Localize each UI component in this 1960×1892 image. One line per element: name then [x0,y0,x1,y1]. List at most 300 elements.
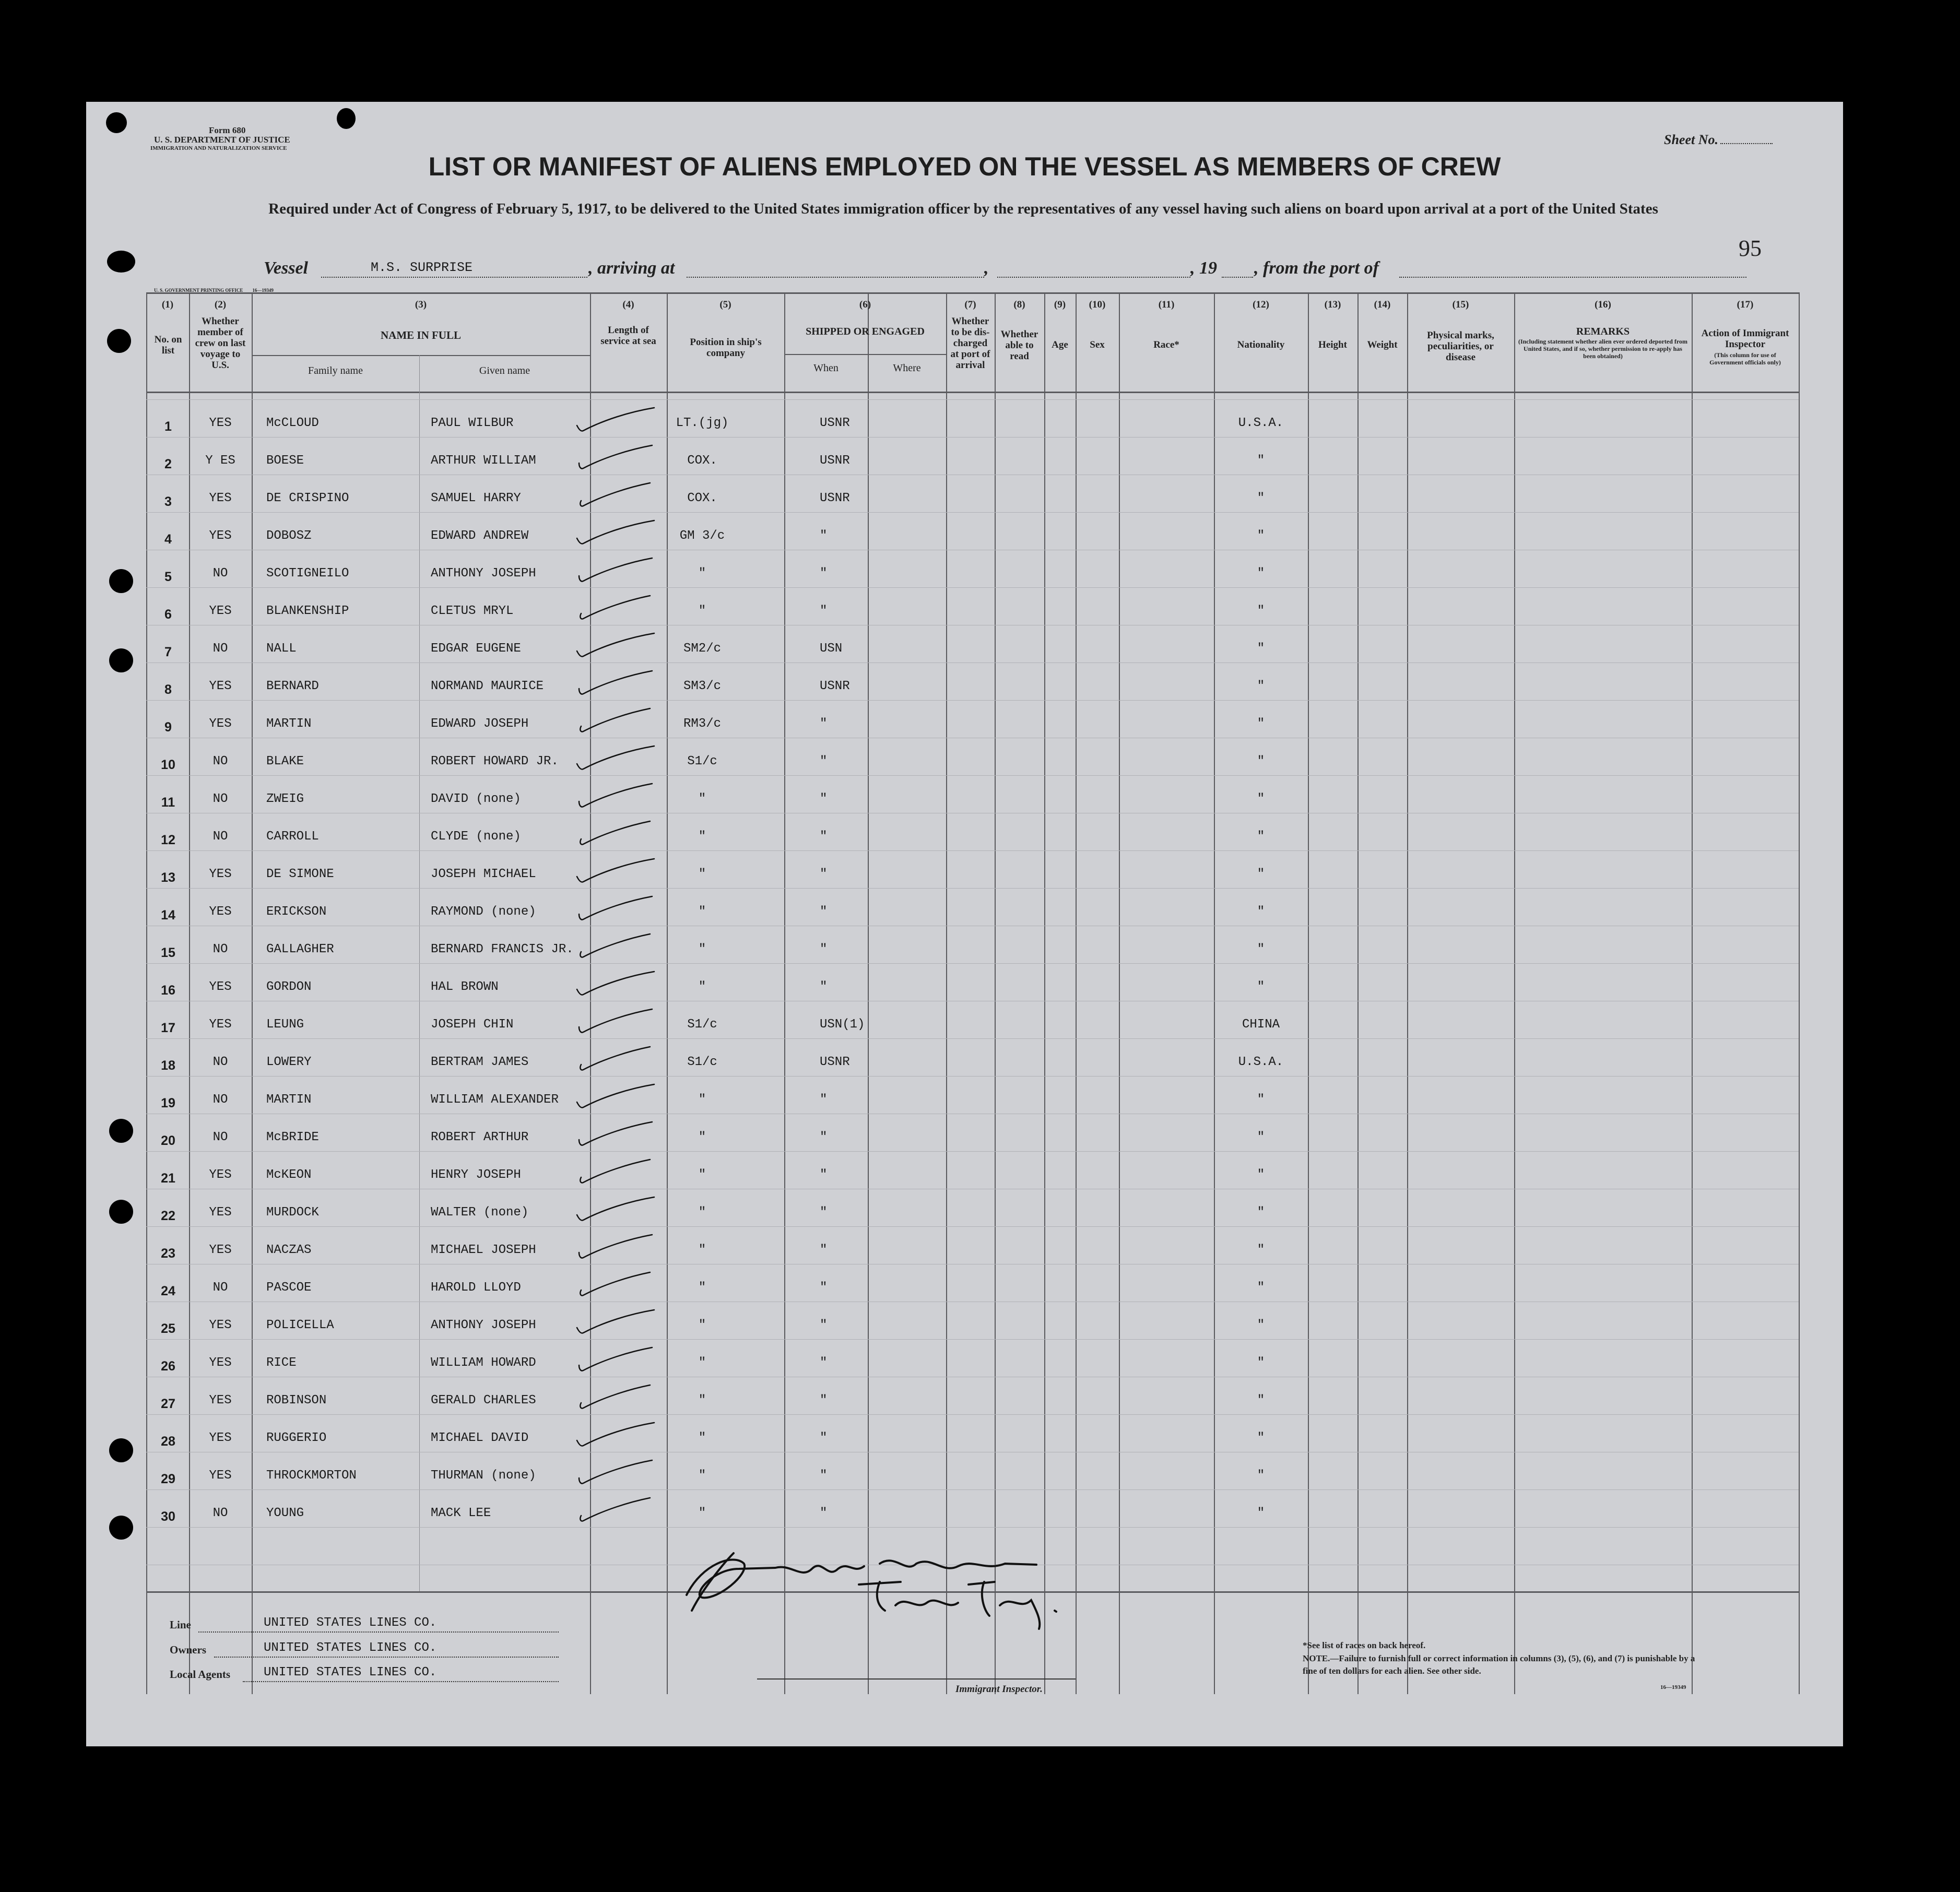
check-mark-icon [566,630,660,667]
failure-note: NOTE.—Failure to furnish full or correct information in columns (3), (5), (6), and (7) is punishable by a fine of ten dollars for each alien. See other side. [1303,1653,1695,1676]
check-mark-icon [566,1081,660,1118]
row-number-cell: 27 [161,1397,175,1411]
branch-cell: USN(1) [820,1018,865,1032]
given-name-cell: BERTRAM JAMES [431,1055,529,1069]
sheet-number-label: Sheet No. [1664,132,1718,147]
family-name-cell: BLANKENSHIP [266,604,349,618]
position-cell: COX. [687,454,717,468]
row-number-cell: 3 [164,494,172,509]
owners-label: Owners [170,1643,206,1656]
col-rule [1407,292,1408,1694]
sheet-number [1664,132,1773,148]
given-name-cell: MICHAEL DAVID [431,1431,529,1445]
given-name-cell: EDWARD JOSEPH [431,717,529,731]
family-name-cell: NALL [266,642,297,656]
given-name-cell: PAUL WILBUR [431,416,514,430]
family-name-cell: McBRIDE [266,1130,319,1144]
form-number: Form 680 [209,125,246,135]
table-header-rule [146,392,1799,393]
check-mark-icon [566,1119,660,1155]
row-number-cell: 30 [161,1509,175,1524]
nationality-cell: " [1257,679,1265,693]
row-number-cell: 7 [164,645,172,659]
ledger-rule [146,888,1799,889]
colhdr-race: Race* [1153,339,1179,350]
row-number-cell: 22 [161,1209,175,1223]
col-rule [1076,292,1077,1694]
branch-cell: " [820,905,828,919]
colhdr-length-of-service: Length of service at sea [600,325,656,347]
position-cell: " [698,1130,706,1144]
check-mark-icon [566,705,660,742]
check-mark-icon [566,1232,660,1268]
nationality-cell: " [1257,754,1265,768]
row-number-cell: 9 [164,720,172,735]
ledger-rule [146,1414,1799,1415]
given-name-cell: SAMUEL HARRY [431,491,521,505]
col-rule [1308,292,1309,1694]
position-cell: " [698,566,706,581]
family-name-cell: YOUNG [266,1506,304,1520]
given-name-cell: THURMAN (none) [431,1469,536,1483]
check-mark-icon [566,743,660,779]
previous-voyage-cell: YES [209,905,232,919]
colnum-6: (6) [859,299,871,310]
position-cell: " [698,1431,706,1445]
ledger-rule [146,1076,1799,1077]
branch-cell: " [820,1506,828,1520]
line-value: UNITED STATES LINES CO. [264,1616,437,1630]
branch-cell: " [820,1130,828,1144]
punch-hole [106,112,127,133]
family-name-cell: SCOTIGNEILO [266,566,349,581]
previous-voyage-cell: NO [212,1506,228,1520]
service-name: IMMIGRATION AND NATURALIZATION SERVICE [150,145,287,151]
family-name-cell: DE CRISPINO [266,491,349,505]
previous-voyage-cell: NO [212,830,228,844]
colnum-4: (4) [622,299,634,310]
from-port-label: , from the port of [1254,258,1379,278]
nationality-cell: CHINA [1242,1018,1280,1032]
colnum-8: (8) [1013,299,1025,310]
branch-cell: " [820,1281,828,1295]
agents-label: Local Agents [170,1668,231,1681]
branch-cell: USNR [820,679,850,693]
branch-cell: " [820,1393,828,1408]
punch-hole [109,1200,133,1224]
check-mark-icon [566,593,660,629]
col-rule [1357,292,1359,1694]
position-cell: " [698,980,706,994]
branch-cell: " [820,792,828,806]
check-mark-icon [566,555,660,592]
nationality-cell: " [1257,792,1265,806]
col-rule [1799,292,1800,1694]
previous-voyage-cell: YES [209,1168,232,1182]
nationality-cell: U.S.A. [1238,1055,1284,1069]
previous-voyage-cell: NO [212,1130,228,1144]
check-mark-icon [566,1044,660,1080]
position-cell: " [698,1093,706,1107]
nationality-cell: " [1257,942,1265,956]
footer-code: 16—19349 [1660,1684,1686,1690]
given-name-cell: ROBERT ARTHUR [431,1130,529,1144]
position-cell: COX. [687,491,717,505]
nationality-cell: " [1257,529,1265,543]
nationality-cell: " [1257,867,1265,881]
nationality-cell: " [1257,491,1265,505]
row-number-cell: 6 [164,607,172,622]
ledger-rule [146,1527,1799,1528]
line-field-line [198,1631,559,1633]
previous-voyage-cell: YES [209,980,232,994]
row-number-cell: 20 [161,1133,175,1148]
family-name-cell: BOESE [266,454,304,468]
colhdr-when: When [813,362,839,374]
previous-voyage-cell: YES [209,1393,232,1408]
position-cell: " [698,1356,706,1370]
colnum-5: (5) [719,299,731,310]
colhdr-no-on-list: No. on list [154,334,182,356]
vessel-value: M.S. SURPRISE [371,260,473,275]
agents-field-line [243,1681,559,1682]
position-cell: SM3/c [683,679,721,693]
col-rule [1119,292,1120,1694]
ledger-rule [146,399,1799,400]
nationality-cell: " [1257,717,1265,731]
position-cell: " [698,1318,706,1332]
branch-cell: " [820,529,828,543]
given-name-cell: JOSEPH CHIN [431,1018,514,1032]
check-mark-icon [566,480,660,516]
previous-voyage-cell: NO [212,792,228,806]
colnum-14: (14) [1374,299,1391,310]
colhdr-given-name: Given name [479,365,530,376]
check-mark-icon [566,1495,660,1531]
position-cell: SM2/c [683,642,721,656]
ledger-rule [146,512,1799,513]
given-name-cell: CLYDE (none) [431,830,521,844]
col-rule [1514,292,1515,1694]
given-name-cell: EDGAR EUGENE [431,642,521,656]
branch-cell: " [820,1205,828,1220]
colnum-13: (13) [1324,299,1341,310]
previous-voyage-cell: YES [209,1469,232,1483]
branch-cell: " [820,717,828,731]
nationality-cell: " [1257,1093,1265,1107]
position-cell: S1/c [687,1018,717,1032]
row-number-cell: 4 [164,532,172,547]
colhdr-age: Age [1052,339,1068,350]
previous-voyage-cell: YES [209,604,232,618]
vessel-field-line [321,277,587,278]
position-cell: " [698,1393,706,1408]
colhdr-previous-voyage: Whether member of crew on last voyage to U.S. [195,316,246,371]
previous-voyage-cell: YES [209,1431,232,1445]
position-cell: S1/c [687,754,717,768]
family-name-cell: POLICELLA [266,1318,334,1332]
vessel-label: Vessel [264,258,308,278]
colnum-16: (16) [1595,299,1611,310]
check-mark-icon [566,517,660,554]
position-cell: " [698,1469,706,1483]
nationality-cell: " [1257,1356,1265,1370]
check-mark-icon [566,1156,660,1193]
nationality-cell: " [1257,604,1265,618]
previous-voyage-cell: YES [209,1243,232,1257]
previous-voyage-cell: NO [212,1055,228,1069]
arriving-field-line [687,277,984,278]
previous-voyage-cell: YES [209,1356,232,1370]
colhdr-family-name: Family name [308,365,363,376]
given-name-cell: MACK LEE [431,1506,491,1520]
ledger-rule [146,587,1799,588]
row-number-cell: 19 [161,1096,175,1110]
position-cell: " [698,1205,706,1220]
given-name-cell: NORMAND MAURICE [431,679,544,693]
col-rule [189,292,190,1694]
page-number: 95 [1739,235,1762,261]
ledger-rule [146,700,1799,701]
row-number-cell: 1 [164,419,172,434]
check-mark-icon [566,893,660,930]
nationality-cell: " [1257,1243,1265,1257]
nationality-cell: " [1257,566,1265,581]
position-cell: " [698,1281,706,1295]
family-name-cell: ZWEIG [266,792,304,806]
position-cell: " [698,1168,706,1182]
row-number-cell: 21 [161,1171,175,1186]
nationality-cell: " [1257,1130,1265,1144]
nationality-cell: " [1257,830,1265,844]
nationality-cell: " [1257,1506,1265,1520]
colnum-9: (9) [1054,299,1066,310]
colhdr-weight: Weight [1367,339,1398,350]
nationality-cell: " [1257,1318,1265,1332]
inspector-signature [671,1532,1099,1637]
given-name-cell: WALTER (none) [431,1205,529,1220]
given-name-cell: GERALD CHARLES [431,1393,536,1408]
col-rule [784,292,785,1694]
colhdr-name-in-full: NAME IN FULL [380,329,461,341]
branch-cell: " [820,566,828,581]
col-rule [1044,292,1045,1694]
name-subheader-rule [252,355,590,356]
previous-voyage-cell: NO [212,1093,228,1107]
family-name-cell: PASCOE [266,1281,312,1295]
nationality-cell: " [1257,454,1265,468]
branch-cell: USNR [820,454,850,468]
family-name-cell: BERNARD [266,679,319,693]
family-given-divider [419,355,420,1591]
given-name-cell: CLETUS MRYL [431,604,514,618]
race-note: *See list of races on back hereof. [1303,1640,1426,1650]
year-label: , 19 [1190,258,1217,278]
check-mark-icon [566,1420,660,1456]
family-name-cell: NACZAS [266,1243,312,1257]
position-cell: " [698,867,706,881]
row-number-cell: 5 [164,570,172,584]
branch-cell: " [820,1431,828,1445]
ledger-rule [146,1151,1799,1152]
position-cell: " [698,1243,706,1257]
colhdr-shipped-or-engaged: SHIPPED OR ENGAGED [806,326,925,337]
nationality-cell: " [1257,980,1265,994]
colnum-12: (12) [1253,299,1269,310]
nationality-cell: " [1257,1431,1265,1445]
given-name-cell: MICHAEL JOSEPH [431,1243,536,1257]
check-mark-icon [566,1382,660,1418]
row-number-cell: 17 [161,1021,175,1035]
ledger-rule [146,775,1799,776]
previous-voyage-cell: NO [212,642,228,656]
nationality-cell: " [1257,642,1265,656]
family-name-cell: RICE [266,1356,297,1370]
given-name-cell: BERNARD FRANCIS JR. [431,942,574,956]
family-name-cell: GALLAGHER [266,942,334,956]
ledger-rule [146,963,1799,964]
check-mark-icon [566,856,660,892]
row-number-cell: 18 [161,1058,175,1073]
page-subtitle: Required under Act of Congress of February 5, 1917, to be delivered to the United States immigration officer by the representatives of any vessel having such aliens on board upon arrival at a port of the United States [268,200,1658,217]
position-cell: " [698,905,706,919]
colnum-15: (15) [1452,299,1469,310]
row-number-cell: 8 [164,682,172,697]
colhdr-position: Position in ship's company [690,337,762,359]
punch-hole [109,648,133,672]
family-name-cell: McKEON [266,1168,312,1182]
previous-voyage-cell: NO [212,566,228,581]
colhdr-remarks-note: (Including statement whether alien ever ordered deported from United States, and if so, whether permission to re-apply has been obtained) [1518,338,1688,360]
branch-cell: " [820,1469,828,1483]
previous-voyage-cell: Y ES [205,454,235,468]
col-rule [667,292,668,1694]
previous-voyage-cell: YES [209,1018,232,1032]
punch-hole [337,108,356,129]
year-field-line [1222,277,1253,278]
branch-cell: " [820,980,828,994]
check-mark-icon [566,818,660,855]
nationality-cell: " [1257,905,1265,919]
given-name-cell: ANTHONY JOSEPH [431,566,536,581]
ledger-rule [146,1226,1799,1227]
branch-cell: " [820,1318,828,1332]
manifest-sheet [86,102,1843,1746]
branch-cell: USN [820,642,843,656]
position-cell: " [698,942,706,956]
given-name-cell: DAVID (none) [431,792,521,806]
position-cell: RM3/c [683,717,721,731]
colnum-7: (7) [964,299,976,310]
row-number-cell: 10 [161,758,175,772]
shipped-subheader-rule [784,354,946,355]
check-mark-icon [566,931,660,967]
previous-voyage-cell: YES [209,867,232,881]
previous-voyage-cell: YES [209,1318,232,1332]
punch-hole [109,1119,133,1143]
row-number-cell: 13 [161,870,175,885]
check-mark-icon [566,668,660,704]
nationality-cell: " [1257,1205,1265,1220]
given-name-cell: ARTHUR WILLIAM [431,454,536,468]
row-number-cell: 28 [161,1434,175,1449]
sheet-number-value [1720,143,1773,144]
position-cell: " [698,1506,706,1520]
position-cell: " [698,792,706,806]
owners-field-line [214,1657,559,1658]
previous-voyage-cell: YES [209,717,232,731]
given-name-cell: HAL BROWN [431,980,499,994]
punch-hole [109,1438,133,1462]
family-name-cell: ERICKSON [266,905,327,919]
branch-cell: " [820,830,828,844]
colhdr-discharged: Whether to be dis-charged at port of arrival [950,316,990,371]
position-cell: S1/c [687,1055,717,1069]
family-name-cell: McCLOUD [266,416,319,430]
punch-hole [107,329,131,353]
family-name-cell: GORDON [266,980,312,994]
col-rule [1692,292,1693,1694]
row-number-cell: 16 [161,983,175,998]
date-comma: , [984,258,989,278]
colnum-3: (3) [415,299,427,310]
colhdr-physical-marks: Physical marks, peculiarities, or disease [1427,330,1494,363]
row-number-cell: 12 [161,833,175,847]
colhdr-where: Where [893,362,921,374]
family-name-cell: RUGGERIO [266,1431,327,1445]
colhdr-inspector-action: Action of Immigrant Inspector [1701,328,1789,350]
family-name-cell: BLAKE [266,754,304,768]
check-mark-icon [566,1194,660,1231]
branch-cell: " [820,604,828,618]
ledger-rule [146,1339,1799,1340]
family-name-cell: MURDOCK [266,1205,319,1220]
table-top-rule [146,292,1799,294]
row-number-cell: 25 [161,1321,175,1336]
colnum-1: (1) [161,299,174,310]
family-name-cell: LOWERY [266,1055,312,1069]
check-mark-icon [566,968,660,1005]
branch-cell: " [820,754,828,768]
previous-voyage-cell: NO [212,942,228,956]
given-name-cell: WILLIAM HOWARD [431,1356,536,1370]
line-label: Line [170,1618,191,1631]
colhdr-inspector-note: (This column for use of Government officials only) [1709,351,1781,366]
branch-cell: " [820,867,828,881]
previous-voyage-cell: YES [209,679,232,693]
col-rule [995,292,996,1694]
given-name-cell: HAROLD LLOYD [431,1281,521,1295]
given-name-cell: HENRY JOSEPH [431,1168,521,1182]
check-mark-icon [566,781,660,817]
given-name-cell: WILLIAM ALEXANDER [431,1093,559,1107]
row-number-cell: 11 [161,795,175,810]
colnum-2: (2) [214,299,227,310]
previous-voyage-cell: NO [212,754,228,768]
agents-value: UNITED STATES LINES CO. [264,1665,437,1680]
check-mark-icon [566,1006,660,1043]
position-cell: GM 3/c [679,529,725,543]
check-mark-icon [566,1307,660,1343]
row-number-cell: 2 [164,457,172,471]
position-cell: LT.(jg) [676,416,729,430]
colnum-10: (10) [1089,299,1106,310]
branch-cell: USNR [820,491,850,505]
check-mark-icon [566,405,660,441]
from-port-field-line [1399,277,1746,278]
branch-cell: " [820,1093,828,1107]
given-name-cell: ROBERT HOWARD JR. [431,754,559,768]
